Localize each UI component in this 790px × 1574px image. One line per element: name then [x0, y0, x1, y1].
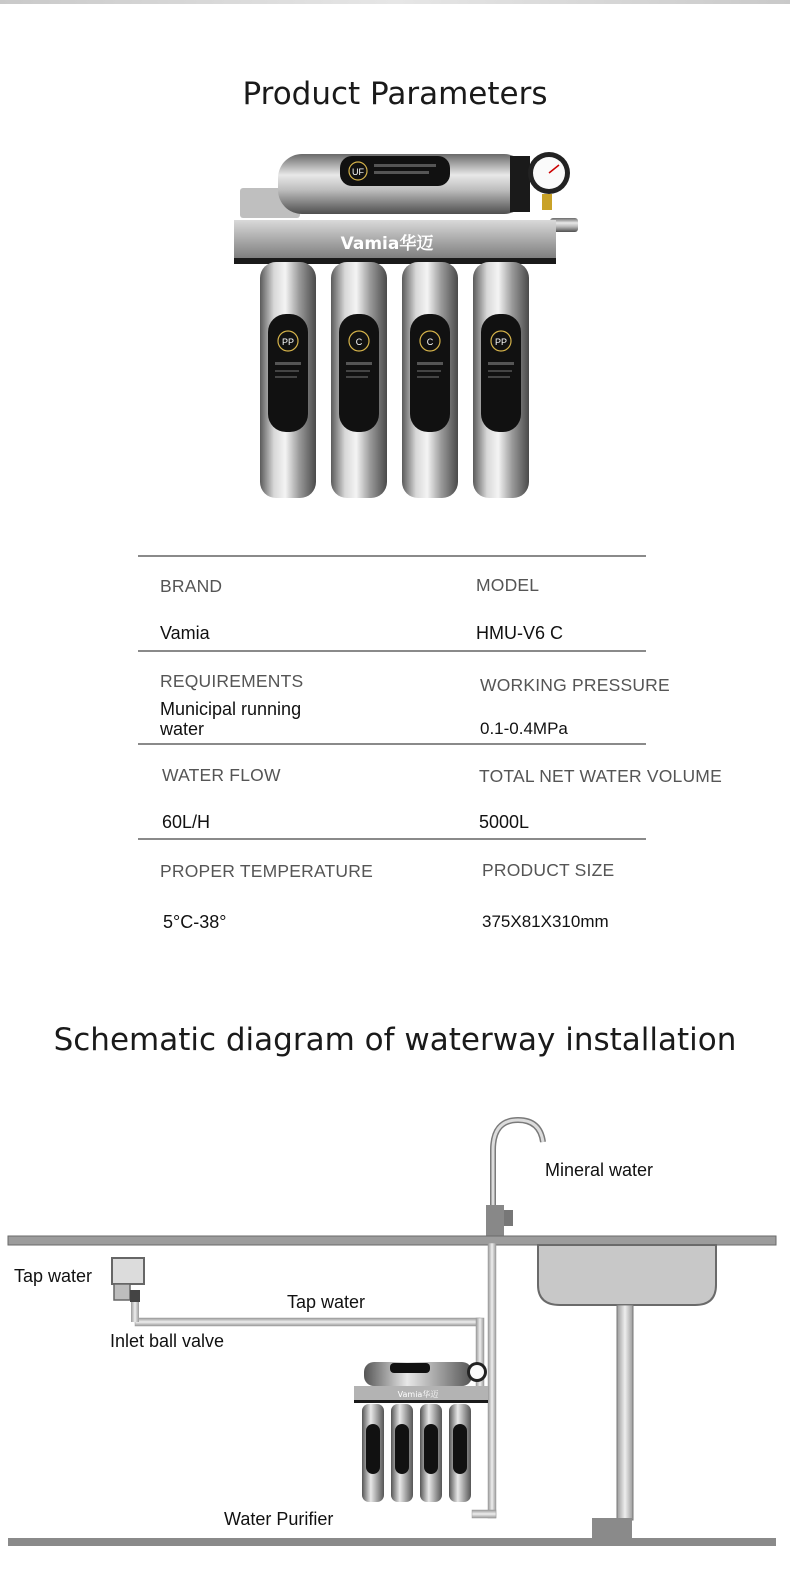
- requirements-label: REQUIREMENTS: [160, 671, 304, 691]
- product-size-value: 375X81X310mm: [482, 912, 609, 931]
- brand-value: Vamia: [160, 623, 210, 643]
- model-label: MODEL: [476, 575, 540, 595]
- section-title-schematic: Schematic diagram of waterway installation: [53, 1022, 737, 1058]
- uf-label: UF: [352, 167, 364, 177]
- product-size-label: PRODUCT SIZE: [482, 860, 615, 880]
- top-decor-bar: [0, 0, 790, 4]
- water-flow-label: WATER FLOW: [162, 765, 281, 785]
- filter-4-label: PP: [494, 337, 508, 347]
- water-flow-value: 60L/H: [162, 812, 211, 832]
- requirements-value-line1: Municipal running: [160, 699, 302, 719]
- label-tap-water-inlet: Tap water: [14, 1266, 93, 1286]
- requirements-value-line2: water: [160, 719, 205, 739]
- faucet-icon: [486, 1120, 543, 1240]
- table-divider: [138, 743, 646, 745]
- section-title-parameters: Product Parameters: [242, 76, 548, 112]
- purifier-logo-small: Vamia华迈: [397, 1390, 439, 1399]
- filter-2-label: C: [355, 337, 363, 347]
- total-net-water-volume-label: TOTAL NET WATER VOLUME: [479, 766, 722, 786]
- table-divider: [138, 555, 646, 557]
- inlet-ball-valve-icon: [112, 1258, 144, 1322]
- working-pressure-value: 0.1-0.4MPa: [480, 719, 568, 738]
- filter-3-label: C: [426, 337, 434, 347]
- product-logo: Vamia华迈: [340, 234, 434, 254]
- label-inlet-ball-valve: Inlet ball valve: [110, 1331, 225, 1351]
- proper-temperature-label: PROPER TEMPERATURE: [160, 861, 373, 881]
- label-tap-water-pipe: Tap water: [287, 1292, 366, 1312]
- total-net-water-volume-value: 5000L: [479, 812, 530, 832]
- model-value: HMU-V6 C: [476, 623, 564, 643]
- working-pressure-label: WORKING PRESSURE: [480, 675, 670, 695]
- water-purifier-image: [232, 148, 582, 508]
- brand-label: BRAND: [160, 576, 223, 596]
- table-divider: [138, 838, 646, 840]
- filter-1-label: PP: [281, 337, 295, 347]
- water-purifier-small-icon: [354, 1362, 488, 1502]
- proper-temperature-value: 5°C-38°: [163, 912, 227, 932]
- table-divider: [138, 650, 646, 652]
- filter-cartridges: [260, 262, 529, 498]
- label-mineral-water: Mineral water: [545, 1160, 654, 1180]
- label-water-purifier: Water Purifier: [224, 1509, 334, 1529]
- sink-icon: [538, 1245, 716, 1538]
